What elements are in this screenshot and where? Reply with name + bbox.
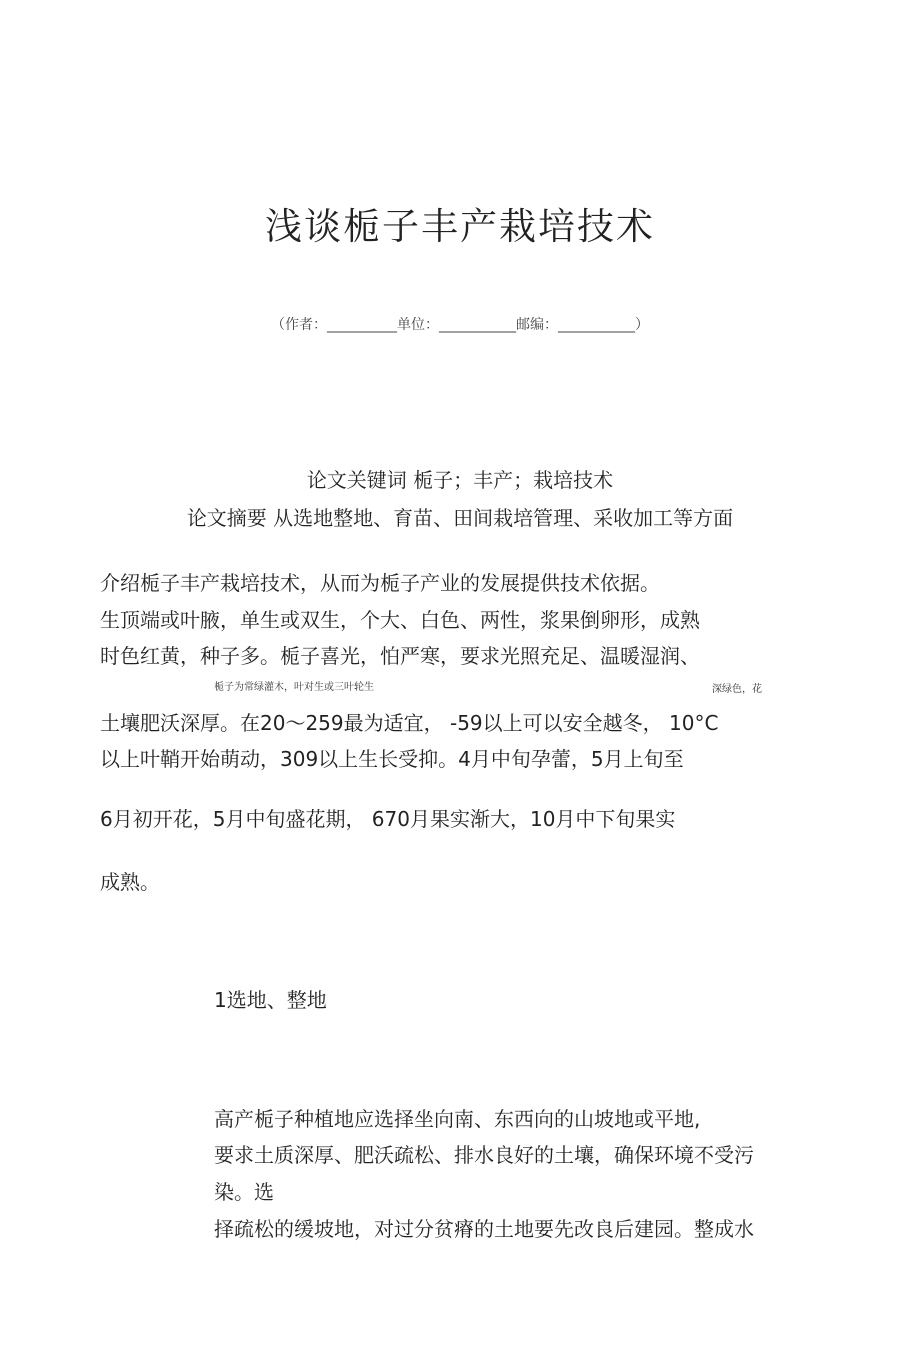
body-line-1: 介绍栀子丰产栽培技术，从而为栀子产业的发展提供技术依据。 <box>100 571 660 595</box>
section-1-heading: 1选地、整地 <box>214 988 327 1012</box>
section-1-line-4: 择疏松的缓坡地，对过分贫瘠的土地要先改良后建园。整成水 <box>214 1217 754 1241</box>
keywords-line: 论文关键词 栀子；丰产；栽培技术 <box>306 468 614 492</box>
body-line-5: 以上叶鞘开始萌动，309以上生长受抑。4月中旬孕蕾，5月上旬至 <box>100 747 684 771</box>
body-line-2: 生顶端或叶腋，单生或双生，个大、白色、两性，浆果倒卵形，成熟 <box>100 608 700 632</box>
body-line-3: 时色红黄，种子多。栀子喜光，怕严寒，要求光照充足、温暖湿润、 <box>100 644 700 668</box>
body-line-7: 成熟。 <box>100 870 160 894</box>
section-1-line-3: 染。选 <box>214 1180 274 1204</box>
author-line: （作者：__________单位：___________邮编：___________） <box>271 317 649 333</box>
side-note-left: 栀子为常绿灌木，叶对生或三叶轮生 <box>214 682 374 693</box>
side-note-right: 深绿色，花 <box>712 684 762 695</box>
document-title: 浅谈栀子丰产栽培技术 <box>265 205 655 248</box>
body-line-6: 6月初开花，5月中旬盛花期， 670月果实渐大，10月中下旬果实 <box>100 807 676 831</box>
body-line-4: 土壤肥沃深厚。在20～259最为适宜， -59以上可以安全越冬， 10°C <box>100 711 719 735</box>
section-1-line-2: 要求土质深厚、肥沃疏松、排水良好的土壤，确保环境不受污 <box>214 1143 754 1167</box>
section-1-line-1: 高产栀子种植地应选择坐向南、东西向的山坡地或平地, <box>214 1107 701 1131</box>
abstract-line: 论文摘要 从选地整地、育苗、田间栽培管理、采收加工等方面 <box>186 506 734 530</box>
